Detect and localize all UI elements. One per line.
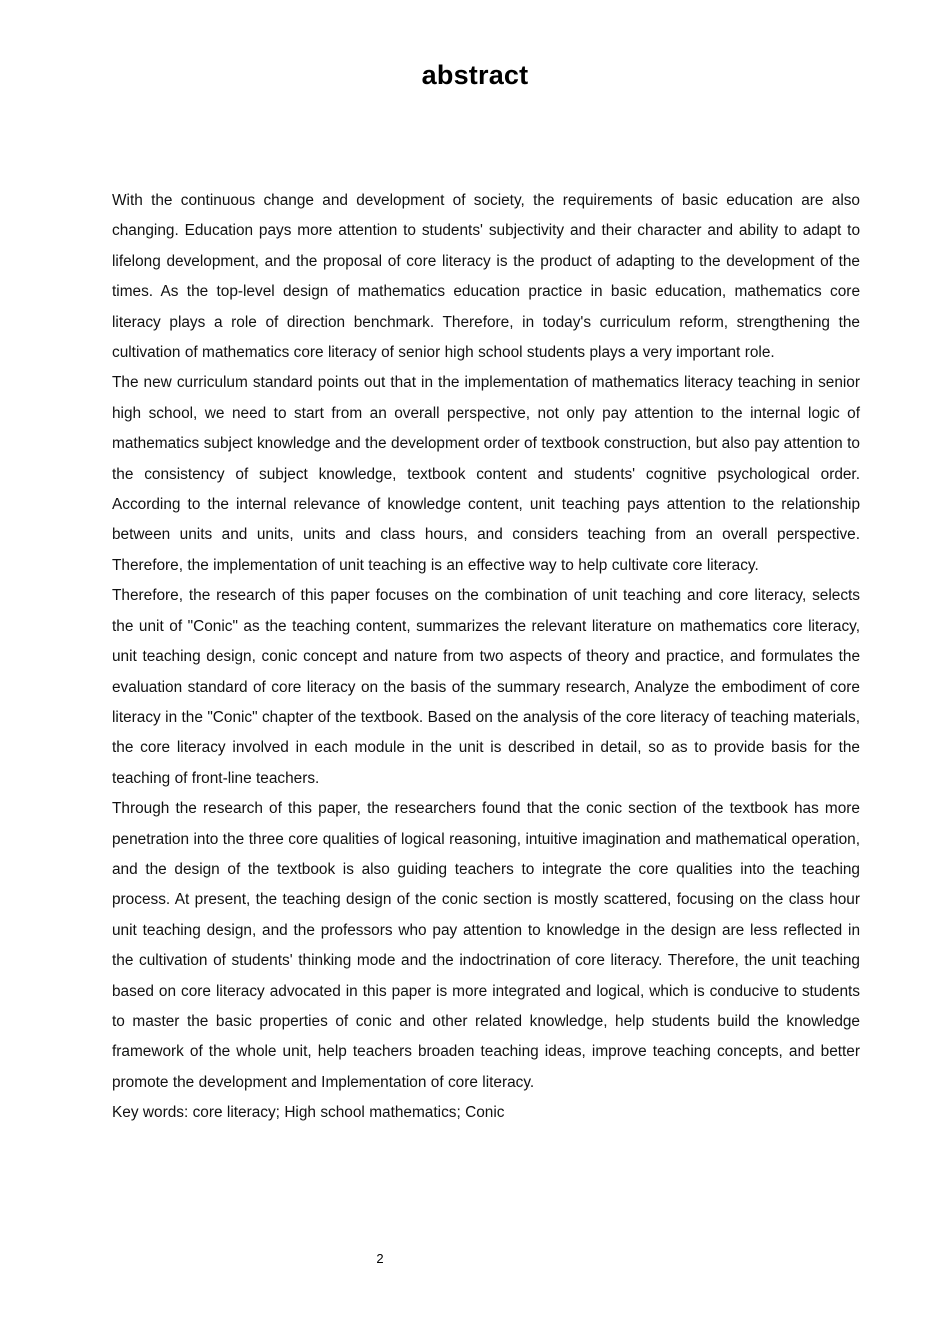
paragraph-4: Through the research of this paper, the researchers found that the conic section of the textbook has more penetration into the three core qualities of logical reasoning, intuitive imagination and mathematical operation, and the design of the textbook is also guiding teachers to integrate the core qualities into the teaching process. At present, the teaching design of the conic section is mostly scattered, focusing on the class hour unit teaching design, and the professors who pay attention to knowledge in the design are less reflected in the cultivation of students' thinking mode and the indoctrination of core literacy. Therefore, the unit teaching based on core literacy advocated in this paper is more integrated and logical, which is conducive to students to master the basic properties of conic and other related knowledge, help students build the knowledge framework of the whole unit, help teachers broaden teaching ideas, improve teaching concepts, and better promote the development and Implementation of core literacy. xyxy=(112,800,860,1091)
keywords-line: Key words: core literacy; High school mathematics; Conic xyxy=(112,1104,505,1122)
page-number: 2 xyxy=(376,1251,384,1266)
paragraph-2: The new curriculum standard points out that in the implementation of mathematics literacy teaching in senior high school, we need to start from an overall perspective, not only pay attention to the internal logic of mathematics subject knowledge and the development order of textbook construction, but also pay attention to the consistency of subject knowledge, textbook content and students' cognitive psychological order. According to the internal relevance of knowledge content, unit teaching pays attention to the relationship between units and units, units and class hours, and considers teaching from an overall perspective. Therefore, the implementation of unit teaching is an effective way to help cultivate core literacy. xyxy=(112,374,860,574)
paragraph-1: With the continuous change and development of society, the requirements of basic education are also changing. Education pays more attention to students' subjectivity and their character and ability to adapt to lifelong development, and the proposal of core literacy is the product of adapting to the development of the times. As the top-level design of mathematics education practice in basic education, mathematics core literacy plays a role of direction benchmark. Therefore, in today's curriculum reform, strengthening the cultivation of mathematics core literacy of senior high school students plays a very important role. xyxy=(112,192,860,362)
page-title: abstract xyxy=(421,60,529,90)
paragraph-3: Therefore, the research of this paper focuses on the combination of unit teaching and core literacy, selects the unit of "Conic" as the teaching content, summarizes the relevant literature on mathematics core literacy, unit teaching design, conic concept and nature from two aspects of theory and practice, and formulates the evaluation standard of core literacy on the basis of the summary research, Analyze the embodiment of core literacy in the "Conic" chapter of the textbook. Based on the analysis of the core literacy of teaching materials, the core literacy involved in each module in the unit is described in detail, so as to provide basis for the teaching of front-line teachers. xyxy=(112,587,860,787)
abstract-body xyxy=(112,186,860,1129)
